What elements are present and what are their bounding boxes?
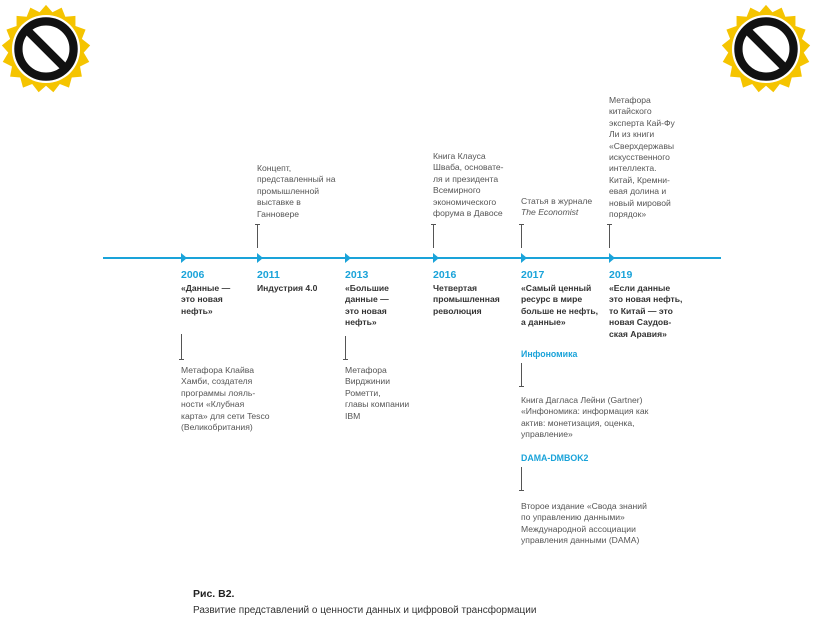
connector-line <box>257 224 258 248</box>
connector-line <box>521 363 522 387</box>
figure-caption-title: Рис. В2. <box>193 588 235 600</box>
event-label: «Если данные это новая нефть, то Китай — это новая Саудов- ская Аравия» <box>609 283 683 339</box>
note-text: Книга Клауса Шваба, основате- ля и президента Всемирного экономического форума в Давосе <box>433 151 504 219</box>
note-text: Метафора Вирджинии Рометти, главы компании IBM <box>345 365 410 421</box>
no-sign-icon <box>720 3 812 95</box>
connector-line <box>521 224 522 248</box>
no-sign-icon <box>0 3 92 95</box>
connector-line <box>345 336 346 360</box>
event-label: «Данные — это новая нефть» <box>181 283 231 316</box>
timeline-marker <box>181 253 187 263</box>
note-text: Метафора Клайва Хамби, создателя программы лояль- ности «Клубная карта» для сети Tesco (Великобритания) <box>181 365 270 433</box>
event-label: «Большие данные — это новая нефть» <box>345 283 389 328</box>
note-text: Второе издание «Свода знаний по управлению данными» Международной ассоциации управления данными (DAMA) <box>521 501 647 546</box>
timeline-marker <box>345 253 351 263</box>
timeline-marker <box>609 253 615 263</box>
note-text: Метафора китайского эксперта Кай-Фу Ли из книги «Сверхдержавы искусственного интеллекта. Китай, Кремни- евая долина и новый мировой порядок» <box>609 95 675 220</box>
year-label: 2011 <box>257 269 280 281</box>
subtopic-title: DAMA-DMBOK2 <box>521 453 589 463</box>
figure-caption-text: Развитие представлений о ценности данных и цифровой трансформации <box>193 605 537 616</box>
event-label: Индустрия 4.0 <box>257 283 318 293</box>
note-text: Книга Дагласа Лейни (Gartner) «Инфономика: информация как актив: монетизация, оценка, управление» <box>521 395 649 440</box>
connector-line <box>521 467 522 491</box>
timeline-marker <box>521 253 527 263</box>
connector-line <box>433 224 434 248</box>
year-label: 2017 <box>521 269 545 281</box>
timeline-axis <box>103 257 721 259</box>
timeline-marker <box>257 253 263 263</box>
note-text: Статья в журнале <box>521 196 593 206</box>
year-label: 2013 <box>345 269 369 281</box>
note-text: Концепт, представленный на промышленной выставке в Ганновере <box>257 163 336 219</box>
year-label: 2006 <box>181 269 205 281</box>
timeline-marker <box>433 253 439 263</box>
connector-line <box>181 334 182 360</box>
subtopic-title: Инфономика <box>521 349 578 359</box>
event-label: «Самый ценный ресурс в мире больше не нефть, а данные» <box>521 283 599 328</box>
note-text: The Economist <box>521 207 579 217</box>
connector-line <box>609 224 610 248</box>
year-label: 2019 <box>609 269 633 281</box>
year-label: 2016 <box>433 269 457 281</box>
event-label: Четвертая промышленная революция <box>433 283 500 316</box>
